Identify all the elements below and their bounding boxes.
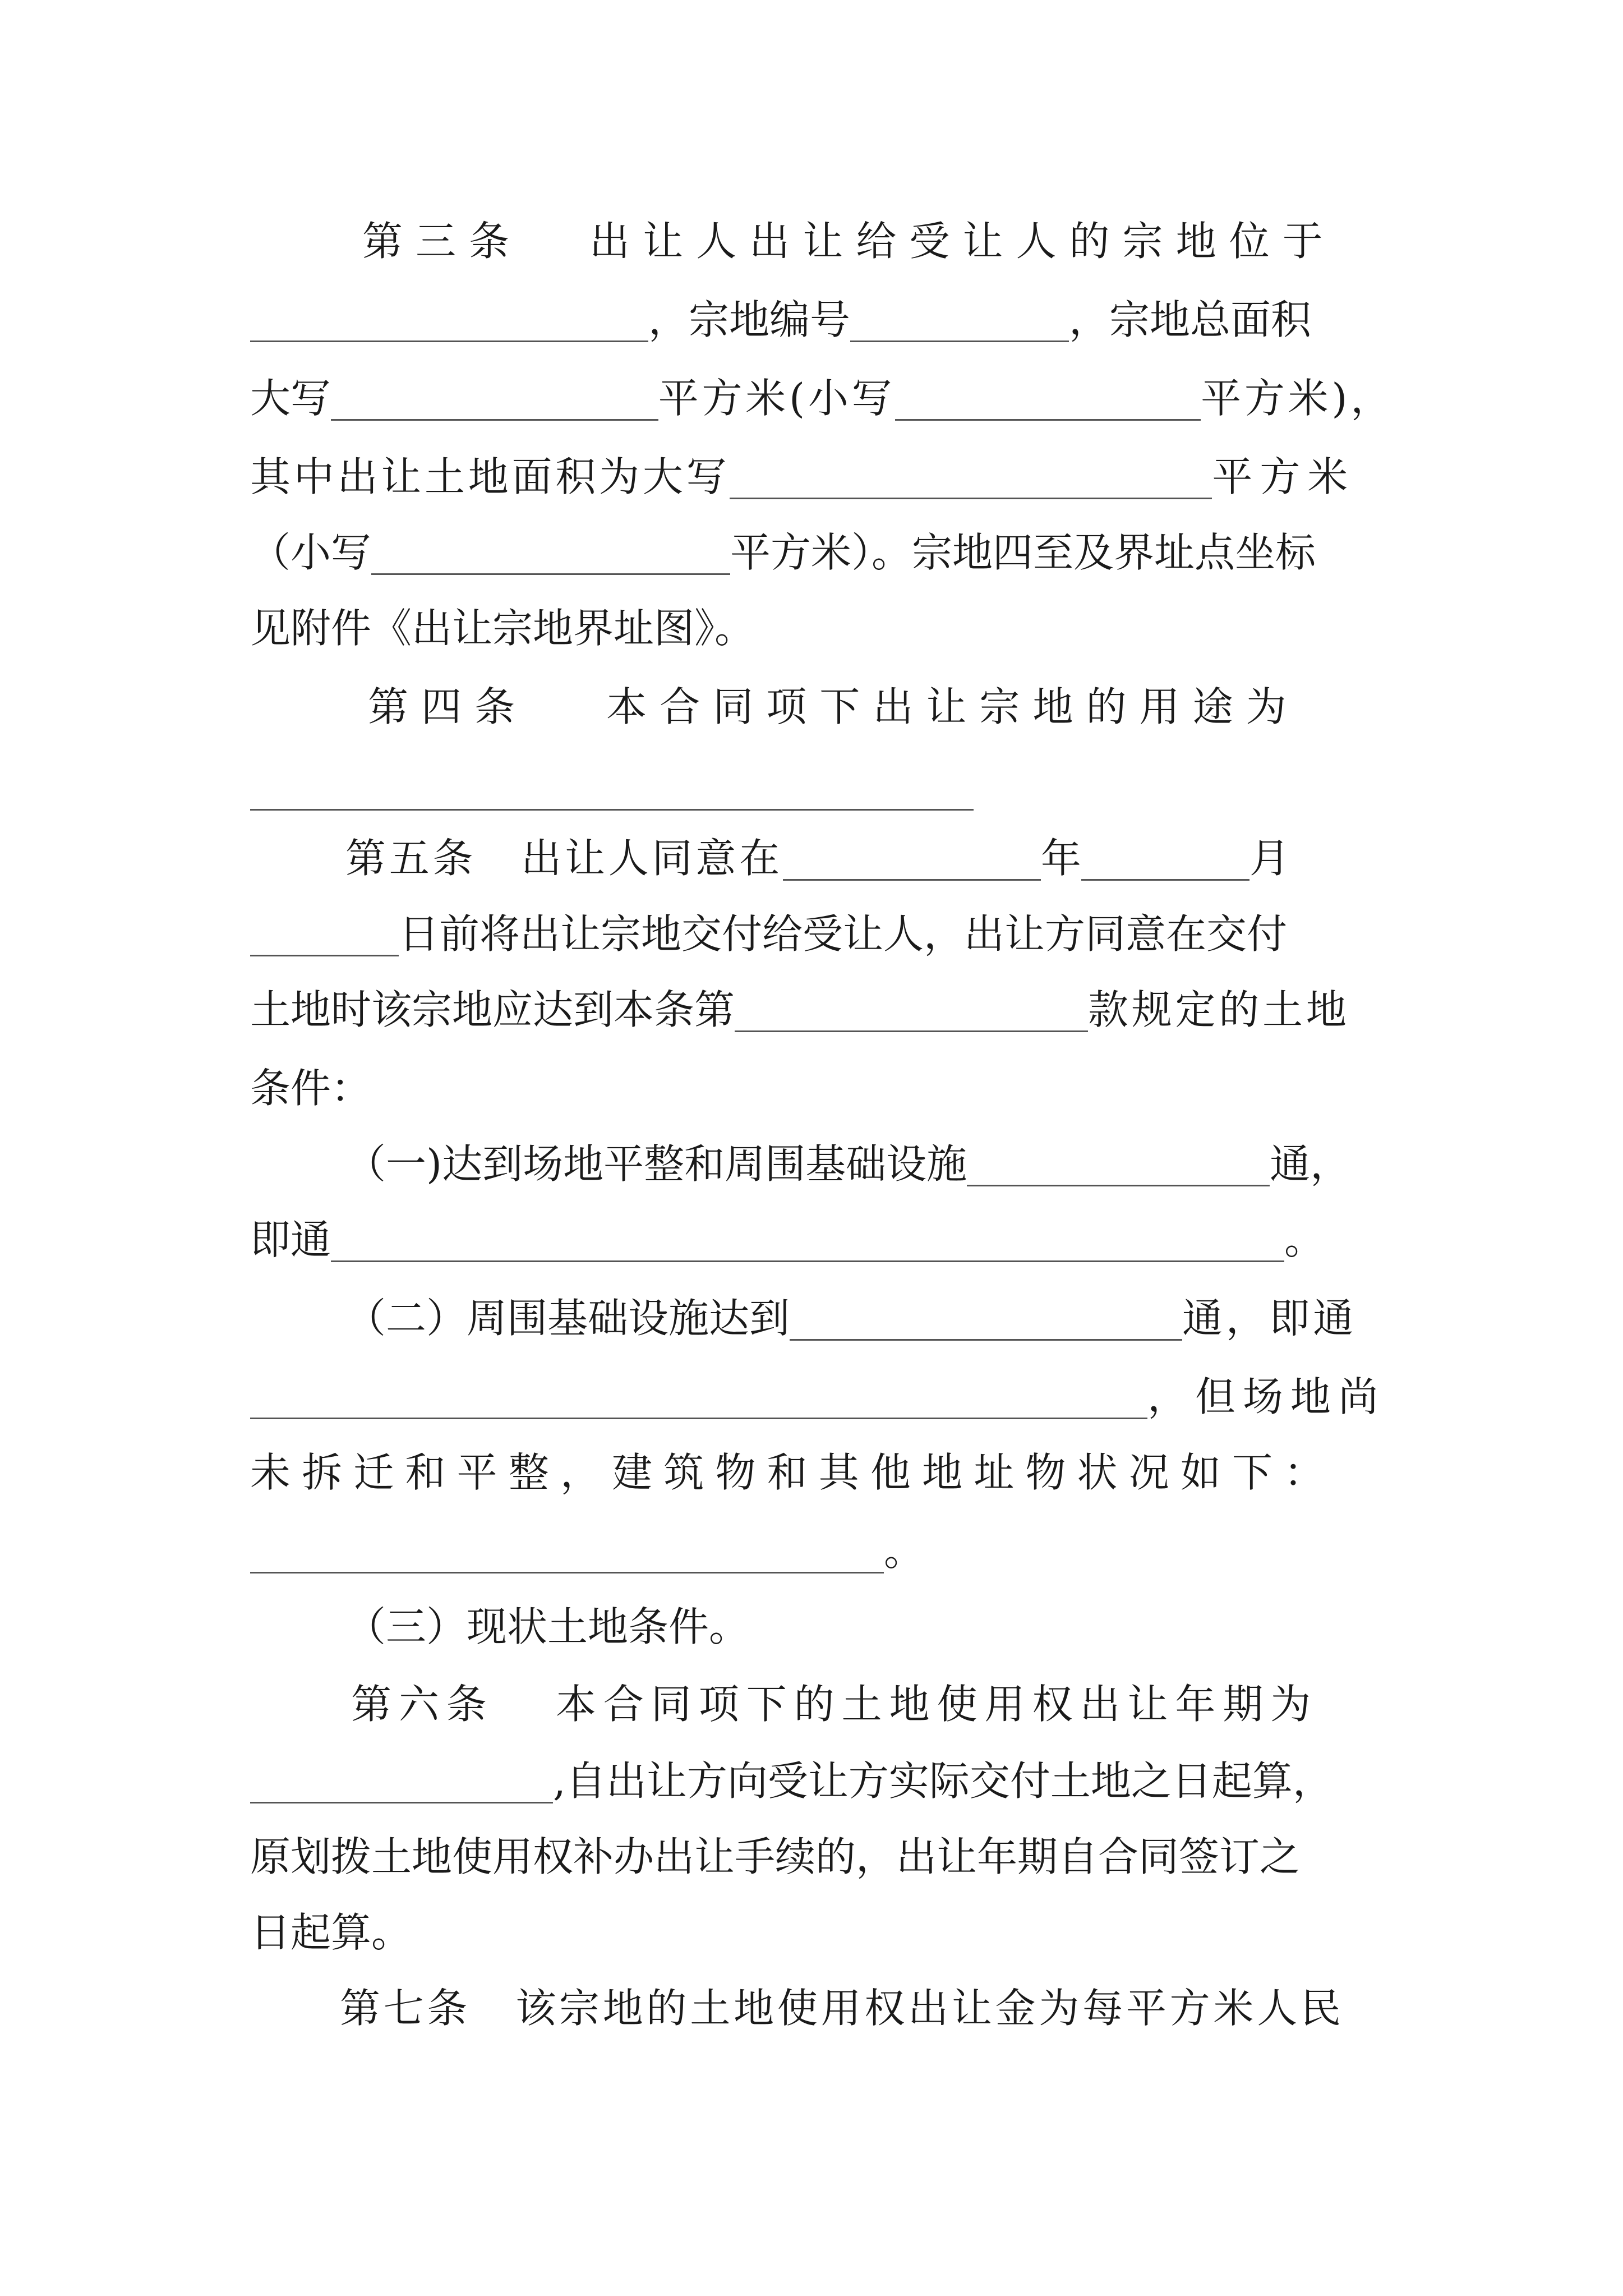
blank-land-use: [250, 774, 974, 811]
article5-item1-line1: [250, 1130, 1394, 1198]
article5-item2-tong: 通，即通: [1182, 1295, 1357, 1342]
article5-year-label: 年: [1040, 835, 1081, 882]
article5-l3-text-b: 款规定的土地: [1088, 986, 1350, 1033]
article3-l3-lowercase-label: 平方米(小写: [658, 375, 896, 422]
blank-infrastructure-count-1: [967, 1150, 1270, 1186]
blank-total-area-uppercase: [331, 384, 658, 421]
blank-structures-status: [250, 1537, 884, 1573]
article3-line1: [250, 208, 1394, 275]
article3-line4: [250, 443, 1394, 510]
article5-line3: [250, 976, 1394, 1043]
article5-item2-line2: [250, 1363, 1394, 1430]
article6-line3: [250, 1823, 1394, 1890]
blank-grant-term: [250, 1767, 553, 1803]
article5-item3-text: （三）现状土地条件。: [345, 1603, 750, 1650]
blank-parcel-number: [850, 306, 1069, 342]
article3-line5: [250, 519, 1394, 586]
article4-line1: [250, 673, 1394, 740]
article5-item1-line2: [250, 1206, 1394, 1273]
article7-text: 该宗地的土地使用权出让金为每平方米人民: [515, 1985, 1344, 2032]
article5-month-label: 月: [1249, 835, 1290, 882]
blank-delivery-month: [1081, 844, 1249, 881]
article6-line2: [250, 1747, 1394, 1815]
article3-line2: [250, 286, 1394, 353]
article3-l2-total-area-label: ，宗地总面积: [1069, 296, 1312, 343]
article5-item2-period: 。: [884, 1527, 925, 1575]
article6-text: 本合同项下的土地使用权出让年期为: [555, 1681, 1318, 1728]
blank-infrastructure-list-1: [331, 1226, 1284, 1262]
article3-line3: [250, 365, 1394, 432]
blank-parcel-location: [250, 306, 648, 342]
article3-l5-text: 平方米）。宗地四至及界址点坐标: [730, 529, 1316, 576]
article5-l1-text: 出让人同意在: [521, 835, 783, 882]
article6-heading: 第六条: [351, 1681, 494, 1728]
article4-heading: 第四条: [368, 683, 528, 730]
article6-l2-text: ,自出让方向受让方实际交付土地之日起算，: [553, 1757, 1333, 1805]
article5-item2-line3: [250, 1439, 1394, 1506]
article5-item3-line: [250, 1593, 1394, 1660]
article5-line4: [250, 1055, 1394, 1122]
article3-l2-parcel-number-label: ，宗地编号: [648, 296, 851, 343]
article4-line2: [250, 754, 1394, 822]
article5-heading: 第五条: [345, 835, 477, 882]
article4-text: 本合同项下出让宗地的用途为: [606, 683, 1299, 730]
article6-line1: [250, 1671, 1394, 1738]
article3-l5-label: （小写: [250, 529, 372, 576]
article5-line2: [250, 900, 1394, 968]
blank-infrastructure-list-2: [250, 1383, 1147, 1419]
blank-infrastructure-count-2: [790, 1304, 1182, 1341]
article5-l3-text: 土地时该宗地应达到本条第: [250, 986, 735, 1033]
article5-item1-jitong: 即通: [250, 1216, 331, 1263]
article3-heading: 第三条: [362, 218, 523, 265]
article5-l4-text: 条件：: [250, 1065, 372, 1112]
article5-item1-text: （一)达到场地平整和周围基础设施: [345, 1140, 967, 1188]
article3-l4-unit: 平方米: [1212, 453, 1355, 500]
article3-l3-uppercase-label: 大写: [250, 375, 331, 422]
article5-item2-text: （二）周围基础设施达到: [345, 1295, 790, 1342]
blank-granted-area-uppercase: [730, 463, 1212, 499]
article5-line1: [250, 825, 1394, 892]
article5-item2-line4: [250, 1517, 1394, 1585]
blank-delivery-year: [783, 844, 1041, 881]
article5-l2-text: 日前将出让宗地交付给受让人，出让方同意在交付: [399, 910, 1288, 958]
article3-text: 出让人出让给受让人的宗地位于: [589, 218, 1336, 265]
article3-l4-label: 其中出让土地面积为大写: [250, 453, 730, 500]
article7-heading: 第七条: [340, 1985, 471, 2032]
article6-line4: [250, 1899, 1394, 1966]
article5-item1-tong: 通，: [1270, 1140, 1351, 1188]
article3-l3-unit: 平方米)，: [1201, 375, 1394, 422]
article5-item1-period: 。: [1284, 1216, 1325, 1263]
blank-clause-number: [735, 996, 1088, 1032]
article5-item2-text-b: ，但场地尚: [1147, 1373, 1386, 1420]
blank-total-area-lowercase: [895, 384, 1201, 421]
article3-l6-text: 见附件《出让宗地界址图》。: [250, 605, 755, 652]
article5-item2-text-c: 未拆迁和平整，建筑物和其他地址物状况如下：: [250, 1449, 1336, 1496]
article3-line6: [250, 595, 1394, 662]
blank-delivery-day: [250, 920, 399, 956]
article7-line1: [250, 1975, 1394, 2042]
article6-l4-text: 日起算。: [250, 1909, 412, 1956]
article5-item2-line1: [250, 1285, 1394, 1352]
article6-l3-text: 原划拨土地使用权补办出让手续的，出让年期自合同签订之: [250, 1833, 1301, 1880]
blank-granted-area-lowercase: [371, 539, 730, 575]
